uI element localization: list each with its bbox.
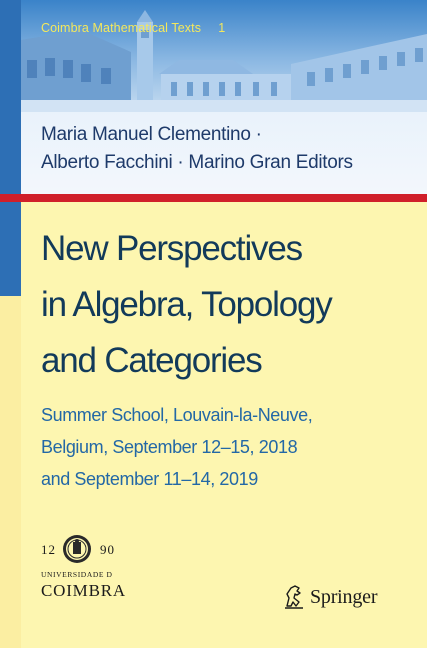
series-volume: 1 — [218, 21, 226, 35]
publisher-name: Springer — [310, 586, 378, 608]
book-title-line-2: in Algebra, Topology — [41, 285, 332, 324]
subtitle-line-3: and September 11–14, 2019 — [41, 469, 258, 489]
book-title-line-3: and Categories — [41, 341, 262, 380]
editors-line-1: Maria Manuel Clementino · — [41, 124, 262, 145]
editors-names: Alberto Facchini · Marino Gran — [41, 152, 291, 173]
red-divider — [0, 194, 427, 202]
subtitle-line-1: Summer School, Louvain-la-Neuve, — [41, 405, 313, 425]
blue-side-strip — [0, 0, 21, 296]
editors-line-2 — [41, 152, 353, 174]
seal-year-left: 12 — [41, 542, 56, 557]
university-photo — [21, 0, 427, 112]
university-seal-icon — [58, 533, 96, 565]
university-label-big: COIMBRA — [41, 581, 126, 600]
seal-year-right: 90 — [100, 542, 115, 557]
book-title-line-1: New Perspectives — [41, 229, 302, 268]
springer-horse-icon — [281, 582, 307, 610]
editors-role: Editors — [295, 152, 353, 173]
series-name: Coimbra Mathematical Texts — [41, 21, 202, 35]
side-strip-lower — [0, 296, 21, 648]
university-label-small: UNIVERSIDADE D — [41, 570, 113, 579]
series-title — [41, 21, 225, 35]
subtitle-line-2: Belgium, September 12–15, 2018 — [41, 437, 298, 457]
